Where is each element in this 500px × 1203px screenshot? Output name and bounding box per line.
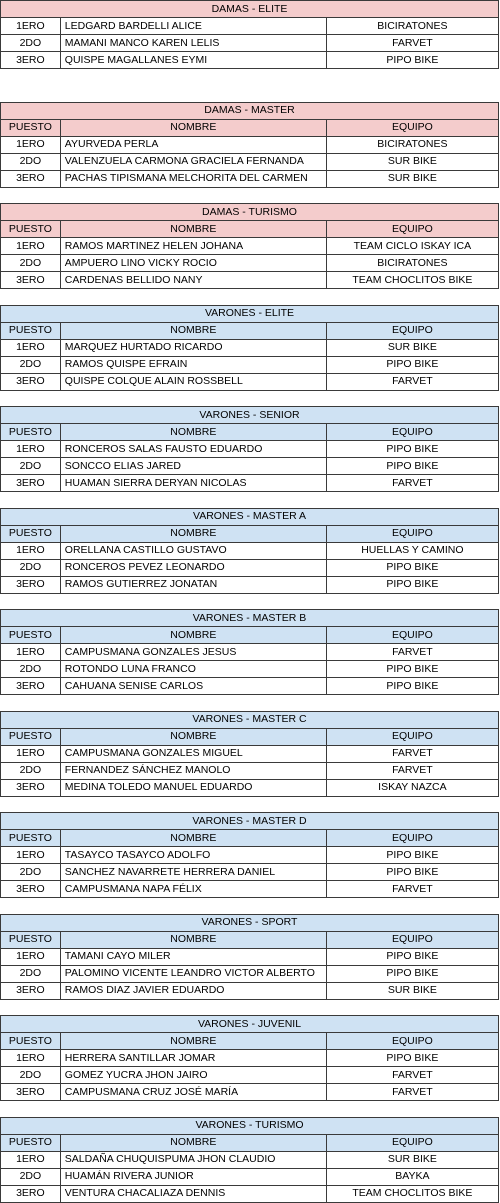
cell-nombre: RONCEROS PEVEZ LEONARDO (60, 559, 326, 576)
cell-nombre: RONCEROS SALAS FAUSTO EDUARDO (60, 441, 326, 458)
category-block (0, 305, 500, 391)
category-title: VARONES - ELITE (1, 305, 499, 322)
table-row (1, 847, 499, 864)
table-row (1, 339, 499, 356)
category-title: VARONES - MASTER B (1, 610, 499, 627)
table-row (1, 356, 499, 373)
column-header-row (1, 1033, 499, 1050)
cell-equipo: BICIRATONES (326, 18, 498, 35)
column-header-nombre: NOMBRE (60, 525, 326, 542)
cell-equipo: PIPO BIKE (326, 1050, 498, 1067)
column-header-equipo: EQUIPO (326, 1033, 498, 1050)
table-row (1, 52, 499, 69)
column-header-equipo: EQUIPO (326, 119, 498, 136)
cell-nombre: CAHUANA SENISE CARLOS (60, 678, 326, 695)
category-block (0, 0, 500, 69)
category-block (0, 1015, 500, 1101)
cell-puesto: 3ERO (1, 881, 61, 898)
table-row (1, 238, 499, 255)
cell-equipo: FARVET (326, 475, 498, 492)
cell-nombre: AYURVEDA PERLA (60, 136, 326, 153)
table-row (1, 542, 499, 559)
category-block (0, 203, 500, 289)
category-title-row (1, 102, 499, 119)
table-row (1, 441, 499, 458)
category-title-row (1, 711, 499, 728)
table-row (1, 982, 499, 999)
table-row (1, 965, 499, 982)
column-header-puesto: PUESTO (1, 830, 61, 847)
column-header-equipo: EQUIPO (326, 424, 498, 441)
table-row (1, 1151, 499, 1168)
cell-puesto: 1ERO (1, 847, 61, 864)
column-header-puesto: PUESTO (1, 525, 61, 542)
column-header-row (1, 221, 499, 238)
cell-equipo: PIPO BIKE (326, 559, 498, 576)
cell-nombre: CAMPUSMANA NAPA FÉLIX (60, 881, 326, 898)
cell-equipo: FARVET (326, 881, 498, 898)
table-row (1, 373, 499, 390)
cell-nombre: PALOMINO VICENTE LEANDRO VICTOR ALBERTO (60, 965, 326, 982)
cell-puesto: 2DO (1, 1067, 61, 1084)
cell-equipo: SUR BIKE (326, 982, 498, 999)
category-title-row (1, 1, 499, 18)
category-title: VARONES - JUVENIL (1, 1016, 499, 1033)
column-header-equipo: EQUIPO (326, 627, 498, 644)
cell-puesto: 3ERO (1, 373, 61, 390)
cell-nombre: CAMPUSMANA GONZALES MIGUEL (60, 745, 326, 762)
column-header-puesto: PUESTO (1, 119, 61, 136)
cell-puesto: 3ERO (1, 1084, 61, 1101)
category-table (0, 1015, 499, 1101)
cell-puesto: 3ERO (1, 982, 61, 999)
category-title: VARONES - MASTER A (1, 508, 499, 525)
cell-puesto: 2DO (1, 864, 61, 881)
cell-nombre: FERNANDEZ SÁNCHEZ MANOLO (60, 762, 326, 779)
category-title: VARONES - MASTER C (1, 711, 499, 728)
cell-nombre: CARDENAS BELLIDO NANY (60, 272, 326, 289)
cell-nombre: HUAMAN SIERRA DERYAN NICOLAS (60, 475, 326, 492)
column-header-puesto: PUESTO (1, 1134, 61, 1151)
category-block (0, 406, 500, 492)
cell-puesto: 2DO (1, 356, 61, 373)
table-row (1, 779, 499, 796)
column-header-nombre: NOMBRE (60, 1134, 326, 1151)
table-row (1, 745, 499, 762)
column-header-row (1, 1134, 499, 1151)
cell-nombre: RAMOS GUTIERREZ JONATAN (60, 576, 326, 593)
column-header-puesto: PUESTO (1, 322, 61, 339)
table-row (1, 644, 499, 661)
cell-puesto: 2DO (1, 1168, 61, 1185)
cell-puesto: 1ERO (1, 1050, 61, 1067)
category-table (0, 914, 499, 1000)
cell-equipo: PIPO BIKE (326, 965, 498, 982)
cell-puesto: 3ERO (1, 779, 61, 796)
category-table (0, 711, 499, 797)
category-table (0, 203, 499, 289)
cell-nombre: ORELLANA CASTILLO GUSTAVO (60, 542, 326, 559)
cell-equipo: TEAM CICLO ISKAY ICA (326, 238, 498, 255)
cell-nombre: VALENZUELA CARMONA GRACIELA FERNANDA (60, 153, 326, 170)
column-header-equipo: EQUIPO (326, 525, 498, 542)
category-title: DAMAS - TURISMO (1, 204, 499, 221)
column-header-row (1, 424, 499, 441)
column-header-row (1, 322, 499, 339)
cell-nombre: CAMPUSMANA GONZALES JESUS (60, 644, 326, 661)
table-row (1, 136, 499, 153)
table-row (1, 678, 499, 695)
column-header-puesto: PUESTO (1, 1033, 61, 1050)
category-block (0, 609, 500, 695)
cell-equipo: BICIRATONES (326, 255, 498, 272)
cell-equipo: PIPO BIKE (326, 847, 498, 864)
cell-equipo: ISKAY NAZCA (326, 779, 498, 796)
cell-equipo: PIPO BIKE (326, 678, 498, 695)
cell-nombre: HERRERA SANTILLAR JOMAR (60, 1050, 326, 1067)
cell-equipo: PIPO BIKE (326, 458, 498, 475)
column-header-nombre: NOMBRE (60, 1033, 326, 1050)
column-header-nombre: NOMBRE (60, 627, 326, 644)
category-block (0, 508, 500, 594)
category-table (0, 305, 499, 391)
column-header-puesto: PUESTO (1, 221, 61, 238)
category-title: VARONES - SENIOR (1, 407, 499, 424)
column-header-nombre: NOMBRE (60, 728, 326, 745)
cell-puesto: 2DO (1, 762, 61, 779)
column-header-puesto: PUESTO (1, 627, 61, 644)
category-table (0, 812, 499, 898)
cell-nombre: RAMOS MARTINEZ HELEN JOHANA (60, 238, 326, 255)
cell-equipo: FARVET (326, 745, 498, 762)
category-table (0, 406, 499, 492)
table-row (1, 475, 499, 492)
cell-equipo: FARVET (326, 644, 498, 661)
cell-puesto: 3ERO (1, 52, 61, 69)
table-row (1, 1168, 499, 1185)
cell-nombre: HUAMÁN RIVERA JUNIOR (60, 1168, 326, 1185)
category-title-row (1, 407, 499, 424)
table-row (1, 1067, 499, 1084)
cell-equipo: FARVET (326, 1067, 498, 1084)
cell-nombre: RAMOS QUISPE EFRAIN (60, 356, 326, 373)
category-block (0, 711, 500, 797)
table-row (1, 661, 499, 678)
cell-puesto: 1ERO (1, 542, 61, 559)
table-row (1, 1050, 499, 1067)
category-title-row (1, 1016, 499, 1033)
cell-equipo: FARVET (326, 762, 498, 779)
category-title-row (1, 610, 499, 627)
cell-equipo: FARVET (326, 1084, 498, 1101)
category-table (0, 102, 499, 188)
cell-nombre: TAMANI CAYO MILER (60, 948, 326, 965)
category-title: VARONES - TURISMO (1, 1117, 499, 1134)
cell-equipo: SUR BIKE (326, 170, 498, 187)
cell-nombre: ROTONDO LUNA FRANCO (60, 661, 326, 678)
cell-nombre: CAMPUSMANA CRUZ JOSÉ MARÍA (60, 1084, 326, 1101)
cell-puesto: 1ERO (1, 948, 61, 965)
cell-equipo: PIPO BIKE (326, 661, 498, 678)
cell-puesto: 3ERO (1, 1185, 61, 1202)
category-title: VARONES - SPORT (1, 914, 499, 931)
cell-puesto: 1ERO (1, 136, 61, 153)
category-table (0, 1117, 499, 1203)
table-row (1, 1084, 499, 1101)
table-row (1, 255, 499, 272)
column-header-nombre: NOMBRE (60, 931, 326, 948)
cell-puesto: 3ERO (1, 170, 61, 187)
column-header-nombre: NOMBRE (60, 424, 326, 441)
cell-equipo: PIPO BIKE (326, 576, 498, 593)
category-title-row (1, 204, 499, 221)
cell-puesto: 1ERO (1, 238, 61, 255)
column-header-nombre: NOMBRE (60, 322, 326, 339)
cell-puesto: 2DO (1, 661, 61, 678)
cell-nombre: QUISPE MAGALLANES EYMI (60, 52, 326, 69)
cell-puesto: 3ERO (1, 475, 61, 492)
table-row (1, 153, 499, 170)
category-title-row (1, 813, 499, 830)
cell-equipo: BICIRATONES (326, 136, 498, 153)
column-header-row (1, 931, 499, 948)
cell-puesto: 2DO (1, 965, 61, 982)
cell-puesto: 3ERO (1, 272, 61, 289)
cell-equipo: FARVET (326, 373, 498, 390)
cell-nombre: QUISPE COLQUE ALAIN ROSSBELL (60, 373, 326, 390)
cell-puesto: 2DO (1, 35, 61, 52)
cell-nombre: GOMEZ YUCRA JHON JAIRO (60, 1067, 326, 1084)
table-row (1, 881, 499, 898)
column-header-nombre: NOMBRE (60, 119, 326, 136)
column-header-equipo: EQUIPO (326, 221, 498, 238)
cell-puesto: 2DO (1, 559, 61, 576)
category-title: DAMAS - ELITE (1, 1, 499, 18)
column-header-nombre: NOMBRE (60, 830, 326, 847)
cell-nombre: LEDGARD BARDELLI ALICE (60, 18, 326, 35)
category-table (0, 609, 499, 695)
cell-equipo: SUR BIKE (326, 153, 498, 170)
cell-puesto: 2DO (1, 153, 61, 170)
cell-nombre: PACHAS TIPISMANA MELCHORITA DEL CARMEN (60, 170, 326, 187)
category-block (0, 102, 500, 188)
category-block (0, 914, 500, 1000)
cell-nombre: SANCHEZ NAVARRETE HERRERA DANIEL (60, 864, 326, 881)
category-table (0, 508, 499, 594)
category-title: DAMAS - MASTER (1, 102, 499, 119)
column-header-puesto: PUESTO (1, 424, 61, 441)
cell-equipo: PIPO BIKE (326, 356, 498, 373)
column-header-equipo: EQUIPO (326, 728, 498, 745)
table-row (1, 576, 499, 593)
category-table (0, 0, 499, 69)
category-title-row (1, 305, 499, 322)
cell-equipo: SUR BIKE (326, 1151, 498, 1168)
column-header-equipo: EQUIPO (326, 1134, 498, 1151)
table-row (1, 948, 499, 965)
category-title: VARONES - MASTER D (1, 813, 499, 830)
cell-puesto: 3ERO (1, 678, 61, 695)
cell-puesto: 2DO (1, 255, 61, 272)
column-header-nombre: NOMBRE (60, 221, 326, 238)
cell-puesto: 3ERO (1, 576, 61, 593)
cell-puesto: 1ERO (1, 441, 61, 458)
cell-equipo: HUELLAS Y CAMINO (326, 542, 498, 559)
column-header-row (1, 728, 499, 745)
cell-equipo: PIPO BIKE (326, 441, 498, 458)
table-row (1, 18, 499, 35)
column-header-row (1, 830, 499, 847)
cell-nombre: TASAYCO TASAYCO ADOLFO (60, 847, 326, 864)
cell-equipo: PIPO BIKE (326, 948, 498, 965)
table-row (1, 272, 499, 289)
column-header-puesto: PUESTO (1, 728, 61, 745)
cell-nombre: RAMOS DIAZ JAVIER EDUARDO (60, 982, 326, 999)
cell-equipo: TEAM CHOCLITOS BIKE (326, 272, 498, 289)
column-header-equipo: EQUIPO (326, 830, 498, 847)
cell-nombre: SONCCO ELIAS JARED (60, 458, 326, 475)
cell-nombre: MEDINA TOLEDO MANUEL EDUARDO (60, 779, 326, 796)
cell-puesto: 1ERO (1, 339, 61, 356)
category-title-row (1, 1117, 499, 1134)
cell-nombre: SALDAÑA CHUQUISPUMA JHON CLAUDIO (60, 1151, 326, 1168)
cell-equipo: BAYKA (326, 1168, 498, 1185)
cell-equipo: PIPO BIKE (326, 864, 498, 881)
table-row (1, 559, 499, 576)
cell-puesto: 2DO (1, 458, 61, 475)
cell-puesto: 1ERO (1, 1151, 61, 1168)
table-row (1, 1185, 499, 1202)
table-row (1, 170, 499, 187)
table-row (1, 35, 499, 52)
cell-puesto: 1ERO (1, 18, 61, 35)
column-header-puesto: PUESTO (1, 931, 61, 948)
category-title-row (1, 508, 499, 525)
table-row (1, 458, 499, 475)
cell-nombre: AMPUERO LINO VICKY ROCIO (60, 255, 326, 272)
cell-nombre: MARQUEZ HURTADO RICARDO (60, 339, 326, 356)
cell-equipo: SUR BIKE (326, 339, 498, 356)
cell-nombre: MAMANI MANCO KAREN LELIS (60, 35, 326, 52)
table-row (1, 762, 499, 779)
cell-puesto: 1ERO (1, 644, 61, 661)
table-row (1, 864, 499, 881)
cell-puesto: 1ERO (1, 745, 61, 762)
cell-nombre: VENTURA CHACALIAZA DENNIS (60, 1185, 326, 1202)
column-header-equipo: EQUIPO (326, 322, 498, 339)
column-header-row (1, 627, 499, 644)
category-block (0, 1117, 500, 1203)
cell-equipo: TEAM CHOCLITOS BIKE (326, 1185, 498, 1202)
category-title-row (1, 914, 499, 931)
category-block (0, 812, 500, 898)
cell-equipo: PIPO BIKE (326, 52, 498, 69)
column-header-equipo: EQUIPO (326, 931, 498, 948)
cell-equipo: FARVET (326, 35, 498, 52)
column-header-row (1, 525, 499, 542)
column-header-row (1, 119, 499, 136)
